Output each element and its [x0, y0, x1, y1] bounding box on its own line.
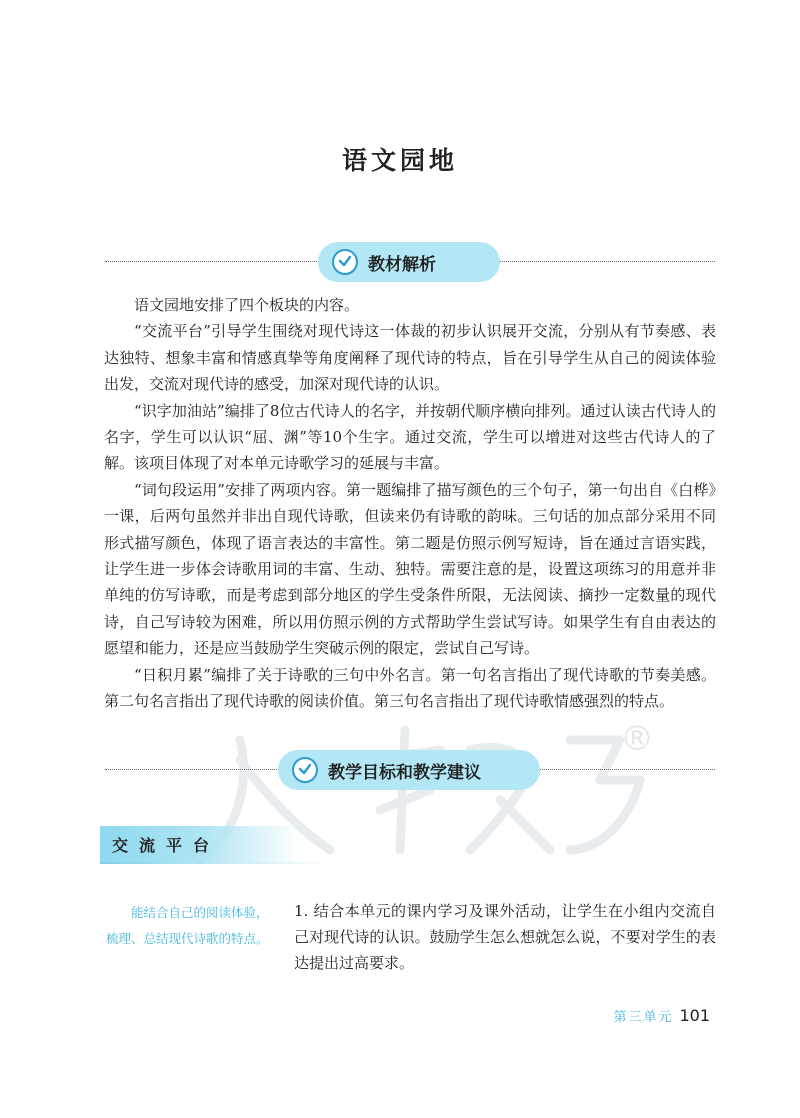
section-title: 教学目标和教学建议	[328, 762, 481, 783]
paragraph: “识字加油站”编排了8位古代诗人的名字，并按朝代顺序横向排列。通过认读古代诗人的名字，学生可以认识“屈、渊”等10个生字。通过交流，学生可以增进对这些古代诗人的了解。该项目体现了对本单元诗歌学习的延展与丰富。	[104, 401, 716, 473]
paragraph: “词句段运用”安排了两项内容。第一题编排了描写颜色的三个句子，第一句出自《白桦》一课，后两句虽然并非出自现代诗歌，但读来仍有诗歌的韵味。三句话的加点部分采用不同形式描写颜色，体现了语言表达的丰富性。第二题是仿照示例写短诗，旨在通过言语实践，让学生进一步体会诗歌用词的丰富、生动、独特。需要注意的是，设置这项练习的用意并非单纯的仿写诗歌，而是考虑到部分地区的学生受条件所限，无法阅读、摘抄一定数量的现代诗，自己写诗较为困难，所以用仿照示例的方式帮助学生尝试写诗。如果学生有自由表达的愿望和能力，还是应当鼓励学生突破示例的限定，尝试自己写诗。	[104, 480, 716, 658]
paragraph: “交流平台”引导学生围绕对现代诗这一体裁的初步认识展开交流，分别从有节奏感、表达独特、想象丰富和情感真挚等角度阐释了现代诗的特点，旨在引导学生从自己的阅读体验出发，交流对现代诗的感受，加深对现代诗的认识。	[104, 322, 716, 394]
unit-label: 第三单元	[613, 1010, 674, 1025]
page-footer	[613, 1006, 710, 1025]
page-title: 语文园地	[341, 146, 458, 175]
paragraph: “日积月累”编排了关于诗歌的三句中外名言。第一句名言指出了现代诗歌的节奏美感。第二句名言指出了现代诗歌的阅读价值。第三句名言指出了现代诗歌情感强烈的特点。	[104, 665, 716, 711]
platform-tab	[100, 826, 300, 862]
paragraph: 语文园地安排了四个板块的内容。	[134, 296, 360, 314]
platform-underline	[100, 862, 330, 864]
svg-text:®: ®	[620, 719, 654, 759]
platform-title: 交流平台	[112, 835, 221, 855]
teaching-point: 1. 结合本单元的课内学习及课外活动，让学生在小组内交流自己对现代诗的认识。鼓励学生怎么想就怎么说，不要对学生的表达提出过高要求。	[294, 902, 716, 972]
objective-side-note: 能结合自己的阅读体验，梳理、总结现代诗歌的特点。	[106, 905, 269, 946]
section-header-analysis	[105, 242, 715, 282]
section-title: 教材解析	[368, 254, 436, 275]
check-circle-icon	[292, 757, 318, 783]
section-pill	[278, 750, 540, 790]
check-circle-icon	[332, 249, 358, 275]
section-pill	[318, 242, 500, 282]
page-number: 101	[679, 1006, 710, 1025]
section-header-objectives	[105, 750, 715, 790]
analysis-body	[104, 292, 716, 715]
